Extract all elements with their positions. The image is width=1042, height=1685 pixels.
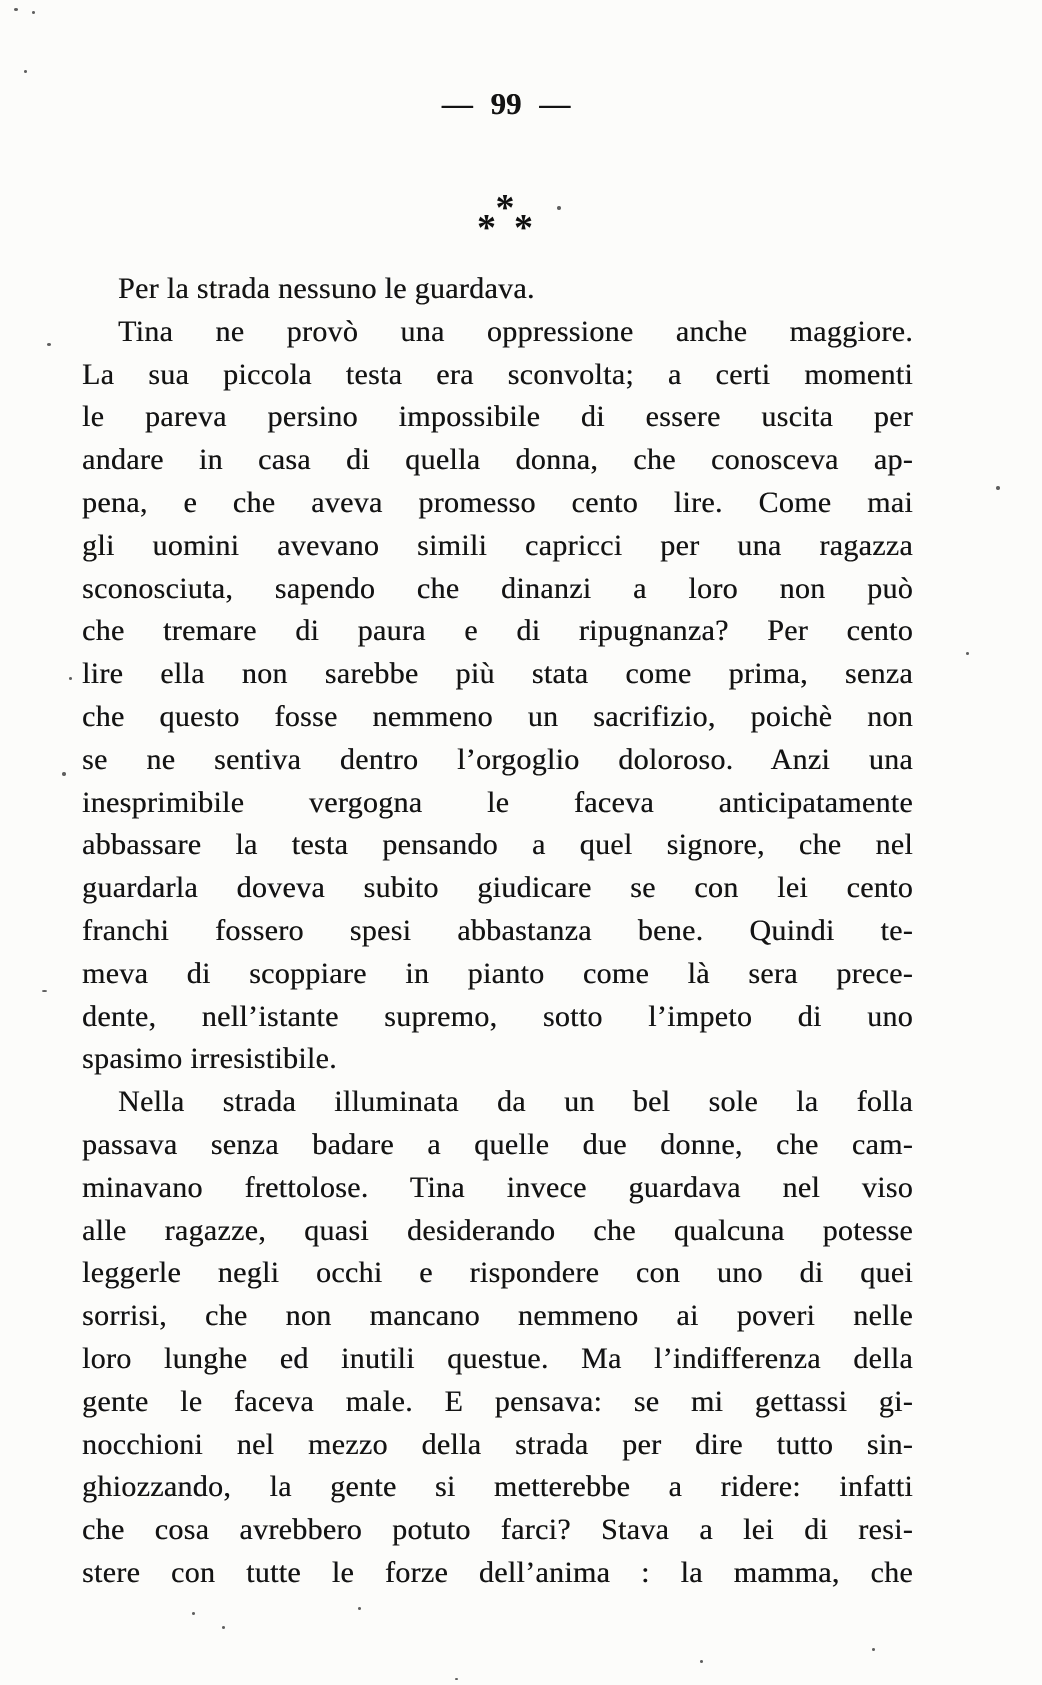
text-line: Per la strada nessuno le guardava. — [118, 272, 535, 305]
scan-speck — [358, 1607, 361, 1610]
text-line: se ne sentiva dentro l’orgoglio doloroso. Anzi una — [82, 742, 913, 776]
text-line: gli uomini avevano simili capricci per una ragazza — [82, 528, 913, 562]
text-line: La sua piccola testa era sconvolta; a certi momenti — [82, 357, 913, 391]
scan-speck — [966, 652, 969, 655]
asterisk-icon: * — [477, 207, 496, 249]
scan-speck — [996, 486, 1000, 490]
scan-speck — [557, 206, 561, 210]
scan-speck — [47, 343, 51, 346]
text-line: gente le faceva male. E pensava: se mi gettassi gi- — [82, 1384, 913, 1418]
text-line: che cosa avrebbero potuto farci? Stava a lei di resi- — [82, 1513, 913, 1547]
asterism-separator — [447, 187, 563, 249]
text-line: dente, nell’istante supremo, sotto l’impeto di uno — [82, 999, 913, 1033]
text-line: sorrisi, che non mancano nemmeno ai poveri nelle — [82, 1299, 913, 1333]
scan-speck — [42, 990, 47, 992]
text-line: franchi fossero spesi abbastanza bene. Quindi te- — [82, 913, 913, 947]
asterisk-icon: * — [514, 207, 533, 249]
asterisk-icon: * — [495, 187, 515, 229]
text-line: Tina ne provò una oppressione anche maggiore. — [118, 314, 913, 348]
text-line: spasimo irresistibile. — [82, 1042, 337, 1076]
text-line: stere con tutte le forze dell’anima : la mamma, che — [82, 1555, 913, 1589]
scan-speck — [700, 1660, 703, 1663]
text-line: guardarla doveva subito giudicare se con lei cento — [82, 871, 913, 905]
scan-speck — [455, 1678, 458, 1680]
text-line: minavano frettolose. Tina invece guardava nel viso — [82, 1170, 913, 1204]
text-line: pena, e che aveva promesso cento lire. Come mai — [82, 485, 913, 519]
scan-speck — [32, 11, 35, 14]
text-line: che questo fosse nemmeno un sacrifizio, poichè non — [82, 699, 913, 733]
text-line: ghiozzando, la gente si metterebbe a ridere: infatti — [82, 1470, 913, 1504]
scan-speck — [14, 8, 18, 11]
text-line: le pareva persino impossibile di essere uscita per — [82, 400, 913, 434]
text-line: lire ella non sarebbe più stata come prima, senza — [82, 657, 913, 691]
text-line: leggerle negli occhi e rispondere con uno di quei — [82, 1256, 913, 1290]
text-line: abbassare la testa pensando a quel signore, che nel — [82, 828, 913, 862]
text-line: passava senza badare a quelle due donne, che cam- — [82, 1127, 913, 1161]
text-line: sconosciuta, sapendo che dinanzi a loro non può — [82, 571, 913, 605]
text-line: nocchioni nel mezzo della strada per dire tutto sin- — [82, 1427, 913, 1461]
text-line: meva di scoppiare in pianto come là sera prece- — [82, 956, 913, 990]
page-number: — 99 — — [441, 86, 571, 121]
text-line: loro lunghe ed inutili questue. Ma l’indifferenza della — [82, 1341, 913, 1375]
scan-speck — [872, 1648, 875, 1651]
text-line: Nella strada illuminata da un bel sole la folla — [118, 1085, 913, 1119]
text-line: alle ragazze, quasi desiderando che qualcuna potesse — [82, 1213, 913, 1247]
scan-speck — [192, 1612, 195, 1615]
scan-speck — [222, 1626, 225, 1629]
text-line: andare in casa di quella donna, che conosceva ap- — [82, 443, 913, 477]
page-text-block — [82, 268, 913, 1595]
text-line: inesprimibile vergogna le faceva anticipatamente — [82, 785, 913, 819]
scan-speck — [24, 70, 27, 73]
scan-speck — [62, 772, 66, 776]
scan-speck — [69, 677, 72, 680]
text-line: che tremare di paura e di ripugnanza? Per cento — [82, 614, 913, 648]
